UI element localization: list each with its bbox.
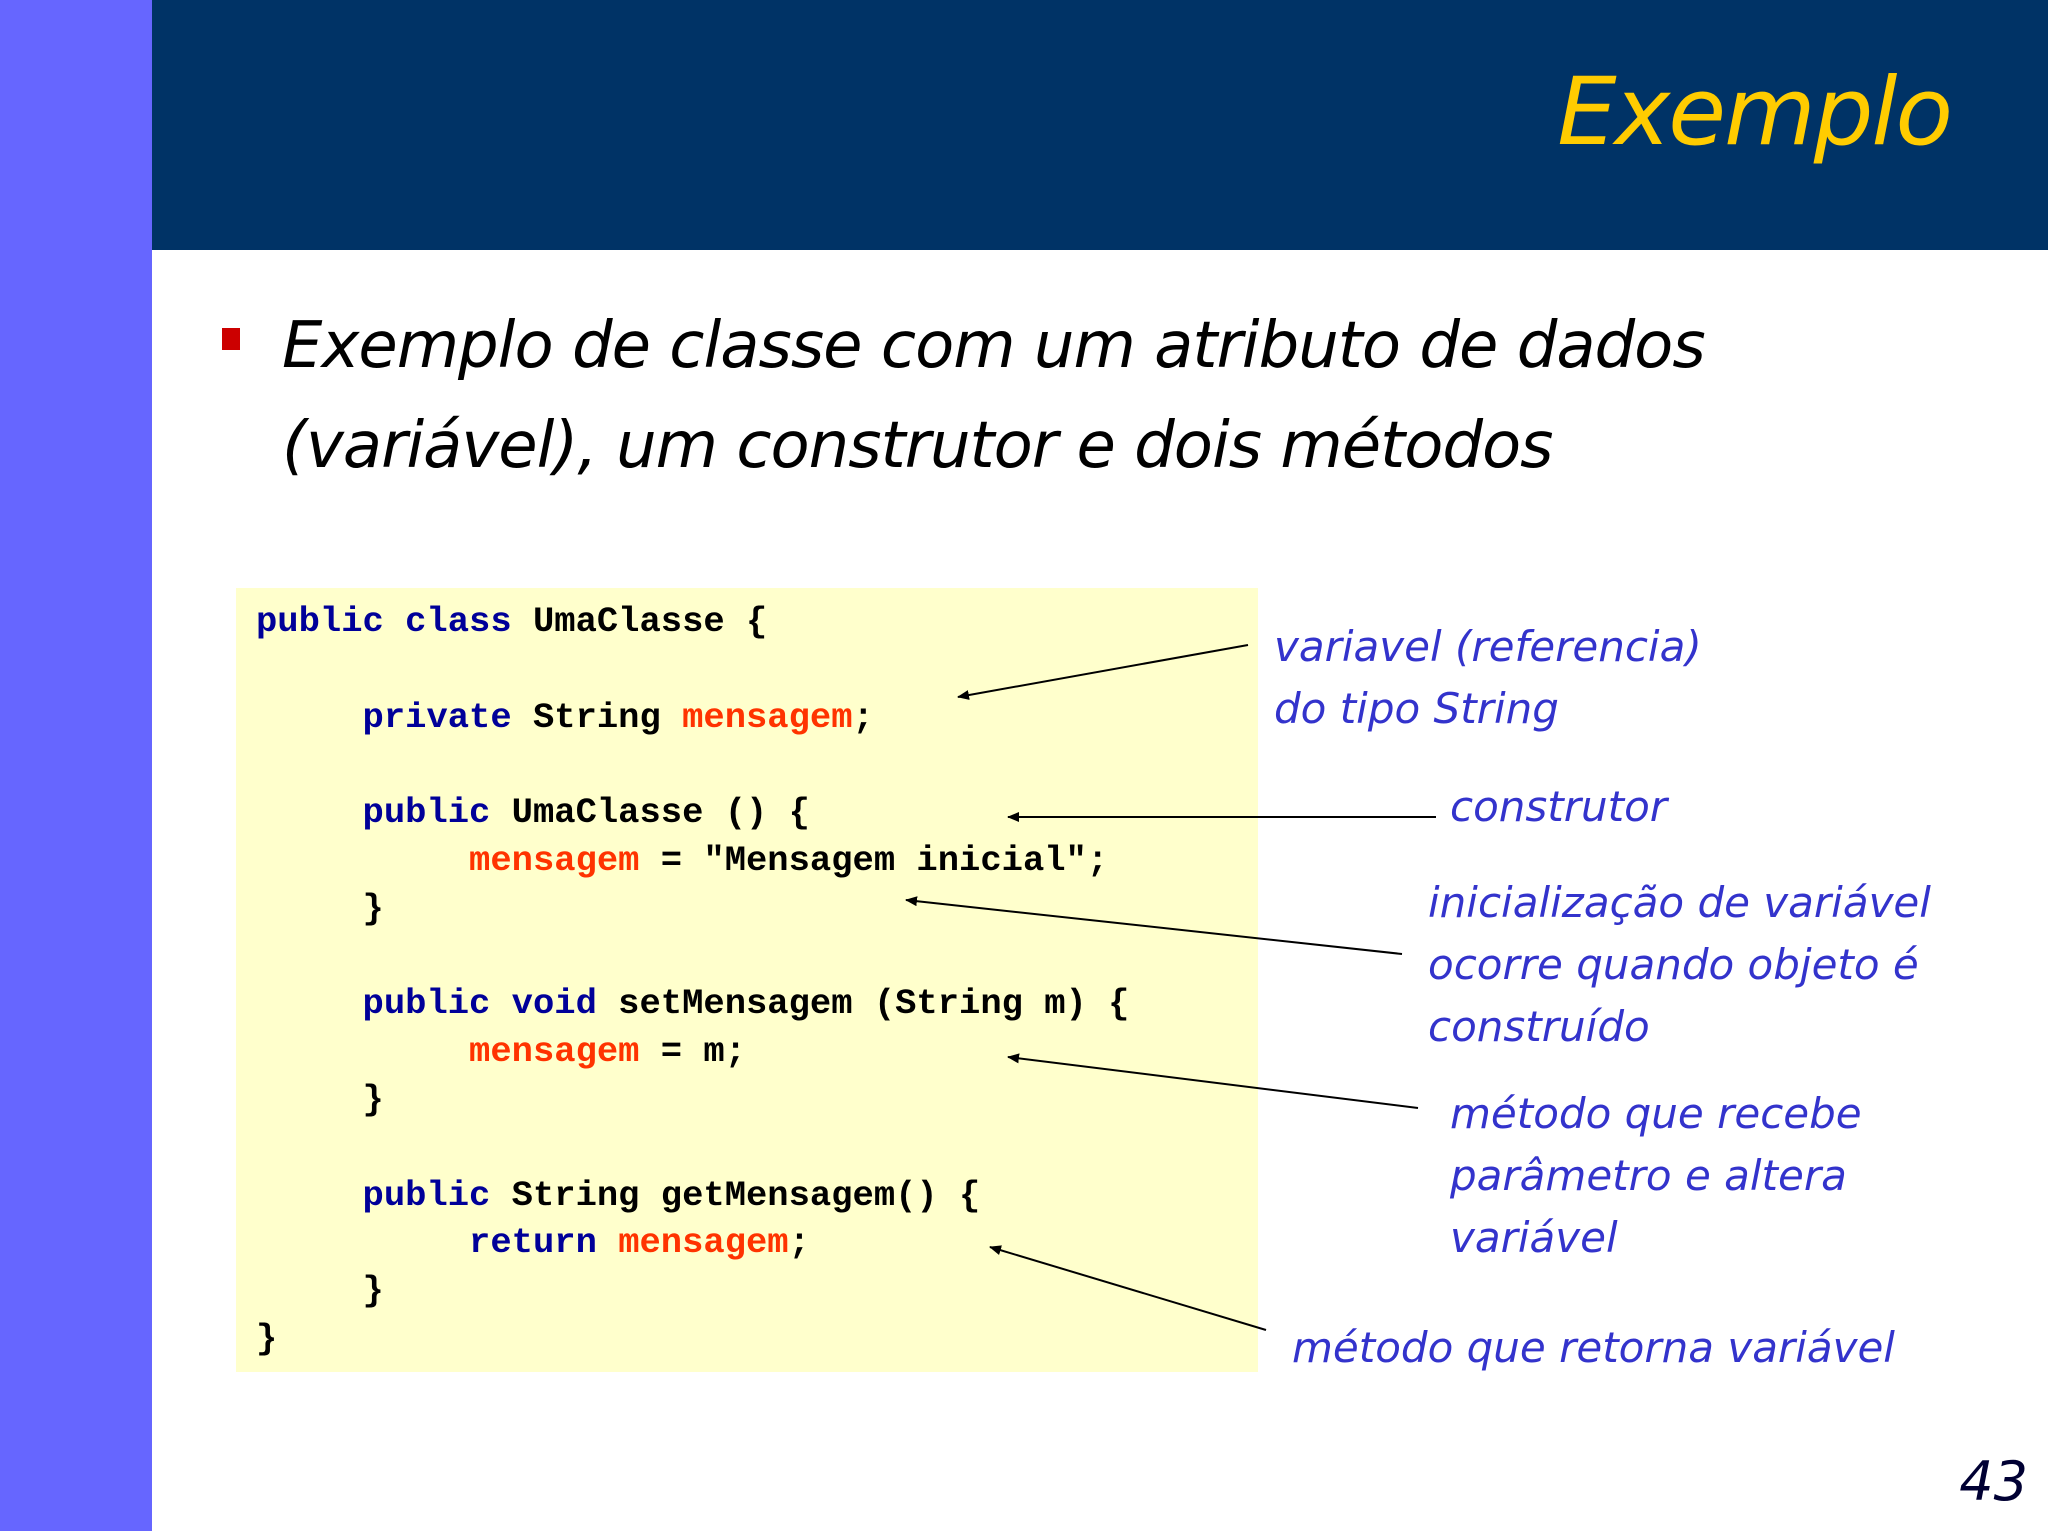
- code-text: ;: [788, 1222, 810, 1264]
- page-number: 43: [1959, 1450, 2028, 1513]
- annotation-line: construído: [1428, 1002, 1650, 1051]
- code-keyword: private: [362, 696, 512, 738]
- annotation-inicializacao: [1428, 872, 1931, 1058]
- slide-title: Exemplo: [1557, 58, 1951, 167]
- code-text: }: [362, 1270, 384, 1312]
- annotation-line: método que recebe: [1450, 1089, 1862, 1138]
- code-text: = "Mensagem inicial";: [639, 839, 1109, 881]
- code-keyword: public: [362, 792, 491, 834]
- bullet-line-2: (variável), um construtor e dois métodos: [282, 409, 1553, 483]
- annotation-get: método que retorna variável: [1292, 1323, 1895, 1372]
- annotation-line: variável: [1450, 1213, 1618, 1262]
- arrow-inicializacao: [906, 900, 1402, 954]
- code-text: String: [511, 696, 683, 738]
- annotation-variavel: [1274, 616, 1702, 740]
- code-variable: mensagem: [682, 696, 853, 738]
- bullet-line-1: Exemplo de classe com um atributo de dados: [282, 309, 1705, 383]
- code-text: ;: [852, 696, 874, 738]
- code-keyword: public class: [256, 601, 512, 642]
- arrow-variavel: [958, 645, 1248, 697]
- code-keyword: public void: [362, 983, 597, 1025]
- annotation-set: [1450, 1083, 1862, 1269]
- code-text: String getMensagem() {: [490, 1174, 981, 1216]
- annotation-line: variavel (referencia): [1274, 622, 1702, 671]
- arrow-get: [990, 1247, 1266, 1330]
- code-keyword: return: [469, 1222, 597, 1264]
- code-text: setMensagem (String m) {: [596, 983, 1130, 1025]
- code-text: }: [362, 1078, 384, 1120]
- annotation-line: inicialização de variável: [1428, 878, 1931, 927]
- code-text: UmaClasse () {: [490, 792, 810, 834]
- code-variable: mensagem: [469, 839, 640, 881]
- code-text: }: [362, 887, 384, 929]
- annotation-line: parâmetro e altera: [1450, 1151, 1847, 1200]
- code-variable: mensagem: [469, 1031, 640, 1073]
- code-text: UmaClasse {: [511, 601, 768, 642]
- code-text: = m;: [639, 1031, 747, 1073]
- code-keyword: public: [362, 1174, 491, 1216]
- annotation-construtor: construtor: [1450, 782, 1668, 831]
- arrow-set: [1008, 1057, 1418, 1108]
- code-text: }: [256, 1317, 278, 1359]
- annotation-line: do tipo String: [1274, 684, 1559, 733]
- code-variable: mensagem: [618, 1222, 789, 1264]
- annotation-line: ocorre quando objeto é: [1428, 940, 1919, 989]
